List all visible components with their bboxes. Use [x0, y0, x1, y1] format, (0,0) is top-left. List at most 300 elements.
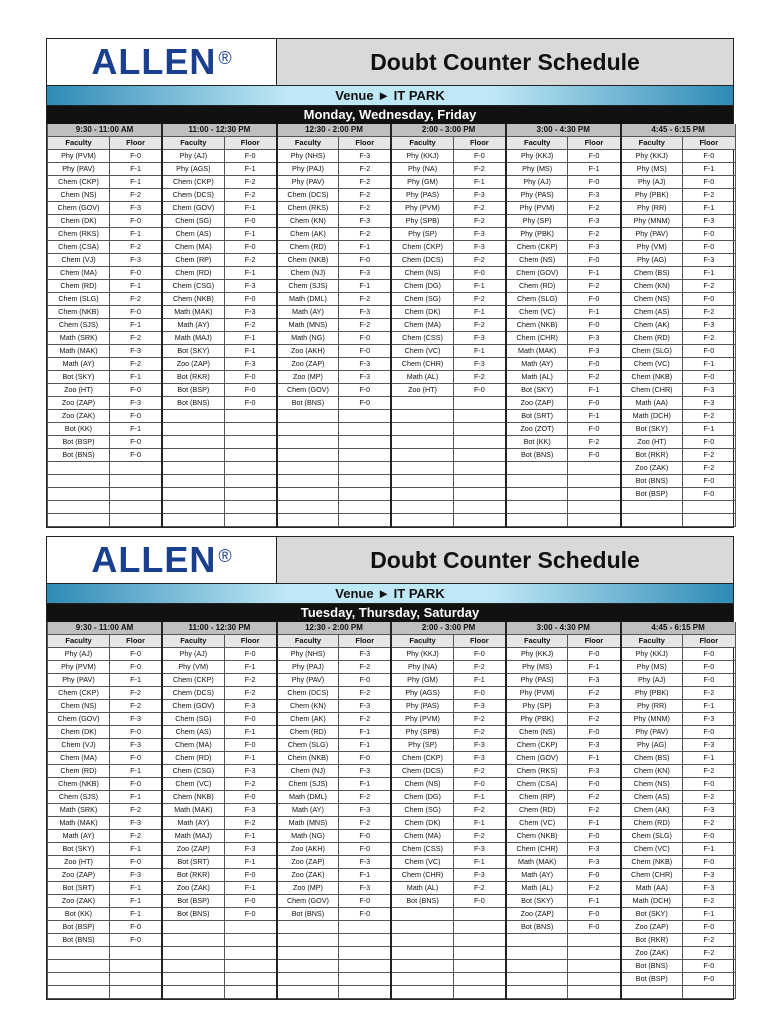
- faculty-cell: Math (AL): [391, 371, 453, 384]
- faculty-cell: Bot (BNS): [277, 908, 339, 921]
- faculty-cell: Math (MNS): [277, 817, 339, 830]
- floor-cell: F-0: [453, 267, 506, 280]
- floor-cell: [339, 488, 392, 501]
- schedule-sheet-mwf: [46, 38, 734, 528]
- faculty-cell: Chem (AK): [621, 319, 683, 332]
- floor-cell: F-2: [453, 661, 506, 674]
- faculty-cell: Chem (RD): [277, 726, 339, 739]
- faculty-cell: Zoo (ZAK): [621, 462, 683, 475]
- faculty-cell: Bot (BNS): [162, 908, 224, 921]
- floor-cell: F-3: [453, 228, 506, 241]
- faculty-cell: Chem (CSS): [391, 332, 453, 345]
- faculty-cell: [391, 908, 453, 921]
- faculty-cell: Chem (SLG): [621, 345, 683, 358]
- table-row: [48, 462, 736, 475]
- floor-column-header: Floor: [683, 635, 736, 648]
- faculty-cell: Bot (BSP): [621, 973, 683, 986]
- floor-cell: F-1: [453, 674, 506, 687]
- faculty-cell: Chem (MA): [391, 319, 453, 332]
- faculty-cell: Chem (AK): [277, 228, 339, 241]
- faculty-cell: Chem (AK): [277, 713, 339, 726]
- floor-cell: [568, 973, 621, 986]
- floor-cell: [453, 410, 506, 423]
- floor-cell: [453, 462, 506, 475]
- floor-column-header: Floor: [453, 137, 506, 150]
- floor-cell: [224, 986, 277, 999]
- faculty-cell: Phy (PAV): [48, 163, 110, 176]
- faculty-cell: Chem (CHR): [506, 843, 568, 856]
- faculty-cell: Phy (PBK): [506, 713, 568, 726]
- faculty-cell: Zoo (HT): [391, 384, 453, 397]
- floor-cell: F-3: [339, 856, 392, 869]
- floor-cell: F-3: [683, 384, 736, 397]
- floor-cell: F-2: [339, 163, 392, 176]
- faculty-cell: Chem (NKB): [162, 293, 224, 306]
- faculty-cell: Phy (PVM): [48, 661, 110, 674]
- floor-cell: [453, 449, 506, 462]
- faculty-cell: Phy (PVM): [48, 150, 110, 163]
- faculty-cell: [506, 986, 568, 999]
- faculty-cell: Phy (AJ): [48, 648, 110, 661]
- faculty-cell: Zoo (ZAP): [506, 908, 568, 921]
- faculty-cell: Phy (VM): [162, 661, 224, 674]
- faculty-cell: Phy (AJ): [162, 648, 224, 661]
- floor-cell: F-3: [568, 739, 621, 752]
- floor-cell: F-2: [568, 280, 621, 293]
- faculty-cell: Bot (SRT): [48, 882, 110, 895]
- floor-cell: F-1: [568, 267, 621, 280]
- floor-cell: F-2: [453, 215, 506, 228]
- floor-cell: [453, 973, 506, 986]
- floor-cell: F-3: [683, 397, 736, 410]
- schedule-table: [47, 124, 736, 527]
- faculty-column-header: Faculty: [162, 635, 224, 648]
- table-row: [48, 345, 736, 358]
- faculty-cell: Zoo (ZAP): [506, 397, 568, 410]
- table-row: [48, 176, 736, 189]
- floor-cell: F-1: [110, 882, 163, 895]
- table-row: [48, 713, 736, 726]
- floor-cell: F-0: [568, 830, 621, 843]
- faculty-cell: Bot (SKY): [162, 345, 224, 358]
- faculty-cell: [391, 921, 453, 934]
- table-row: [48, 228, 736, 241]
- floor-column-header: Floor: [683, 137, 736, 150]
- faculty-cell: Phy (SP): [506, 700, 568, 713]
- floor-cell: [453, 514, 506, 527]
- floor-column-header: Floor: [568, 635, 621, 648]
- table-row: [48, 241, 736, 254]
- floor-cell: F-0: [224, 791, 277, 804]
- faculty-cell: Bot (RKR): [162, 371, 224, 384]
- floor-cell: F-0: [568, 150, 621, 163]
- faculty-cell: [506, 934, 568, 947]
- floor-cell: [224, 921, 277, 934]
- faculty-cell: Phy (SP): [391, 228, 453, 241]
- time-slot-header: 3:00 - 4:30 PM: [506, 124, 621, 137]
- faculty-cell: Bot (BSP): [162, 895, 224, 908]
- faculty-cell: [162, 436, 224, 449]
- faculty-cell: Phy (SP): [506, 215, 568, 228]
- floor-cell: F-0: [110, 384, 163, 397]
- faculty-cell: Chem (GOV): [506, 267, 568, 280]
- floor-cell: F-3: [110, 713, 163, 726]
- floor-cell: F-3: [339, 765, 392, 778]
- floor-cell: F-1: [224, 752, 277, 765]
- floor-cell: F-1: [110, 228, 163, 241]
- table-row: [48, 475, 736, 488]
- floor-cell: F-2: [110, 358, 163, 371]
- floor-cell: F-1: [224, 163, 277, 176]
- faculty-cell: Bot (BNS): [277, 397, 339, 410]
- floor-cell: F-0: [224, 384, 277, 397]
- faculty-cell: Chem (CKP): [391, 752, 453, 765]
- faculty-cell: Phy (PVM): [506, 687, 568, 700]
- floor-cell: F-2: [224, 189, 277, 202]
- floor-cell: F-2: [683, 306, 736, 319]
- table-row: [48, 514, 736, 527]
- floor-cell: F-3: [568, 332, 621, 345]
- faculty-cell: Math (AY): [277, 804, 339, 817]
- floor-cell: F-1: [568, 163, 621, 176]
- floor-cell: F-3: [568, 241, 621, 254]
- faculty-cell: Chem (CSA): [506, 778, 568, 791]
- faculty-cell: Chem (RP): [162, 254, 224, 267]
- faculty-cell: Chem (RD): [162, 267, 224, 280]
- faculty-cell: [391, 397, 453, 410]
- floor-cell: F-1: [568, 410, 621, 423]
- faculty-cell: Phy (GM): [391, 176, 453, 189]
- table-row: [48, 397, 736, 410]
- faculty-cell: [391, 514, 453, 527]
- faculty-cell: Zoo (MP): [277, 882, 339, 895]
- faculty-cell: Chem (CSG): [162, 765, 224, 778]
- faculty-cell: Phy (PVM): [506, 202, 568, 215]
- schedule-table: [47, 622, 736, 999]
- floor-cell: F-0: [453, 895, 506, 908]
- floor-cell: F-0: [339, 674, 392, 687]
- faculty-cell: Phy (PAS): [506, 674, 568, 687]
- faculty-cell: Chem (NKB): [277, 254, 339, 267]
- floor-cell: F-2: [110, 189, 163, 202]
- floor-cell: [224, 501, 277, 514]
- floor-cell: F-3: [339, 267, 392, 280]
- floor-cell: F-3: [339, 150, 392, 163]
- faculty-cell: Zoo (HT): [621, 436, 683, 449]
- faculty-cell: [162, 514, 224, 527]
- floor-cell: F-2: [683, 449, 736, 462]
- faculty-cell: Chem (NKB): [48, 306, 110, 319]
- floor-cell: F-0: [339, 345, 392, 358]
- table-row: [48, 189, 736, 202]
- faculty-cell: Chem (VC): [621, 843, 683, 856]
- faculty-cell: Math (MNS): [277, 319, 339, 332]
- faculty-cell: Phy (PAS): [506, 189, 568, 202]
- floor-column-header: Floor: [224, 635, 277, 648]
- floor-cell: F-0: [110, 752, 163, 765]
- table-row: [48, 934, 736, 947]
- floor-cell: F-0: [224, 908, 277, 921]
- faculty-column-header: Faculty: [506, 635, 568, 648]
- faculty-cell: Zoo (ZAK): [621, 947, 683, 960]
- days-bar: Monday, Wednesday, Friday: [47, 106, 733, 124]
- faculty-cell: Chem (DG): [391, 280, 453, 293]
- table-row: [48, 306, 736, 319]
- faculty-cell: Phy (RR): [621, 202, 683, 215]
- floor-cell: F-3: [453, 241, 506, 254]
- faculty-cell: [391, 973, 453, 986]
- table-row: [48, 752, 736, 765]
- faculty-cell: Bot (BNS): [621, 960, 683, 973]
- floor-cell: F-0: [683, 241, 736, 254]
- floor-cell: F-1: [683, 202, 736, 215]
- faculty-column-header: Faculty: [506, 137, 568, 150]
- faculty-cell: Bot (BSP): [48, 921, 110, 934]
- floor-cell: F-1: [683, 267, 736, 280]
- table-row: [48, 674, 736, 687]
- faculty-cell: Math (DML): [277, 791, 339, 804]
- floor-cell: F-3: [339, 882, 392, 895]
- faculty-column-header: Faculty: [277, 635, 339, 648]
- floor-cell: [224, 947, 277, 960]
- floor-cell: F-2: [110, 830, 163, 843]
- faculty-cell: Chem (CHR): [506, 332, 568, 345]
- faculty-cell: Chem (KN): [277, 215, 339, 228]
- floor-cell: F-0: [110, 410, 163, 423]
- floor-cell: F-2: [110, 804, 163, 817]
- faculty-cell: Bot (BNS): [48, 934, 110, 947]
- floor-cell: [224, 449, 277, 462]
- floor-cell: F-1: [453, 280, 506, 293]
- table-row: [48, 700, 736, 713]
- faculty-column-header: Faculty: [162, 137, 224, 150]
- faculty-cell: Chem (KN): [277, 700, 339, 713]
- floor-cell: F-3: [110, 739, 163, 752]
- floor-cell: [453, 475, 506, 488]
- floor-cell: F-0: [568, 254, 621, 267]
- table-row: [48, 267, 736, 280]
- faculty-cell: Chem (NS): [506, 726, 568, 739]
- faculty-cell: Chem (DCS): [391, 254, 453, 267]
- floor-cell: F-3: [453, 189, 506, 202]
- faculty-cell: Math (NG): [277, 332, 339, 345]
- floor-cell: [453, 423, 506, 436]
- floor-cell: F-1: [110, 163, 163, 176]
- faculty-cell: Chem (DCS): [162, 687, 224, 700]
- floor-cell: F-3: [568, 843, 621, 856]
- faculty-cell: Phy (AJ): [162, 150, 224, 163]
- floor-cell: F-0: [339, 254, 392, 267]
- faculty-cell: Math (MAK): [506, 345, 568, 358]
- table-row: [48, 371, 736, 384]
- faculty-cell: Chem (MA): [391, 830, 453, 843]
- faculty-cell: Phy (PAV): [621, 228, 683, 241]
- faculty-cell: Math (SRK): [48, 332, 110, 345]
- floor-cell: F-2: [568, 436, 621, 449]
- floor-cell: F-2: [453, 371, 506, 384]
- floor-cell: [568, 488, 621, 501]
- floor-cell: F-3: [110, 202, 163, 215]
- faculty-cell: [277, 934, 339, 947]
- faculty-cell: Zoo (ZAK): [48, 410, 110, 423]
- floor-cell: F-0: [110, 856, 163, 869]
- floor-cell: F-3: [683, 804, 736, 817]
- floor-cell: F-0: [453, 150, 506, 163]
- floor-cell: [339, 423, 392, 436]
- floor-cell: F-0: [683, 830, 736, 843]
- floor-cell: [224, 960, 277, 973]
- table-row: [48, 687, 736, 700]
- table-row: [48, 947, 736, 960]
- faculty-cell: Chem (CHR): [391, 869, 453, 882]
- floor-cell: F-2: [683, 765, 736, 778]
- faculty-cell: Chem (DCS): [277, 687, 339, 700]
- allen-logo: [47, 39, 277, 85]
- floor-cell: F-1: [339, 869, 392, 882]
- floor-cell: [453, 960, 506, 973]
- faculty-cell: Zoo (MP): [277, 371, 339, 384]
- faculty-cell: Chem (CSA): [48, 241, 110, 254]
- faculty-cell: Phy (AG): [621, 739, 683, 752]
- floor-cell: F-0: [453, 778, 506, 791]
- table-row: [48, 410, 736, 423]
- time-slot-header: 11:00 - 12:30 PM: [162, 124, 277, 137]
- faculty-cell: Chem (NS): [391, 267, 453, 280]
- faculty-cell: Bot (BNS): [506, 449, 568, 462]
- floor-cell: F-1: [339, 739, 392, 752]
- faculty-cell: Bot (SKY): [48, 371, 110, 384]
- faculty-cell: [391, 934, 453, 947]
- faculty-cell: Zoo (ZAP): [277, 856, 339, 869]
- faculty-cell: Chem (SG): [162, 713, 224, 726]
- faculty-cell: Chem (SJS): [48, 319, 110, 332]
- floor-cell: F-2: [453, 254, 506, 267]
- logo-text: ALLEN: [91, 539, 217, 580]
- floor-cell: F-0: [110, 449, 163, 462]
- floor-column-header: Floor: [568, 137, 621, 150]
- faculty-cell: [391, 960, 453, 973]
- faculty-cell: Zoo (ZAP): [162, 358, 224, 371]
- time-slot-header: 3:00 - 4:30 PM: [506, 622, 621, 635]
- floor-cell: [339, 475, 392, 488]
- floor-cell: F-0: [339, 384, 392, 397]
- faculty-cell: [506, 514, 568, 527]
- floor-cell: F-0: [568, 648, 621, 661]
- time-slot-header: 4:45 - 6:15 PM: [621, 124, 736, 137]
- floor-cell: [453, 397, 506, 410]
- faculty-cell: [162, 449, 224, 462]
- table-row: [48, 202, 736, 215]
- faculty-cell: [506, 462, 568, 475]
- faculty-cell: Phy (VM): [621, 241, 683, 254]
- faculty-cell: Phy (SP): [391, 739, 453, 752]
- faculty-cell: [48, 488, 110, 501]
- floor-cell: F-2: [683, 462, 736, 475]
- floor-cell: [568, 462, 621, 475]
- faculty-cell: Chem (SLG): [277, 739, 339, 752]
- floor-cell: F-1: [224, 228, 277, 241]
- faculty-cell: Chem (VC): [391, 345, 453, 358]
- floor-cell: F-2: [339, 791, 392, 804]
- faculty-cell: [621, 514, 683, 527]
- faculty-cell: Chem (CKP): [391, 241, 453, 254]
- table-row: [48, 254, 736, 267]
- table-row: [48, 280, 736, 293]
- faculty-cell: Chem (SJS): [48, 791, 110, 804]
- floor-cell: [568, 514, 621, 527]
- floor-cell: F-0: [683, 778, 736, 791]
- faculty-cell: Bot (RKR): [621, 934, 683, 947]
- floor-cell: F-3: [683, 254, 736, 267]
- faculty-cell: Chem (VC): [162, 778, 224, 791]
- floor-cell: F-3: [110, 254, 163, 267]
- time-slot-row: [48, 124, 736, 137]
- faculty-cell: Math (MAK): [162, 306, 224, 319]
- floor-cell: F-0: [683, 293, 736, 306]
- table-row: [48, 150, 736, 163]
- floor-cell: F-2: [224, 778, 277, 791]
- floor-cell: F-3: [339, 306, 392, 319]
- faculty-cell: Chem (CHR): [621, 384, 683, 397]
- floor-cell: F-0: [683, 228, 736, 241]
- floor-cell: F-1: [110, 843, 163, 856]
- floor-cell: F-0: [568, 293, 621, 306]
- floor-cell: F-3: [110, 817, 163, 830]
- floor-cell: F-1: [339, 778, 392, 791]
- faculty-cell: Chem (CKP): [48, 176, 110, 189]
- floor-cell: F-0: [110, 661, 163, 674]
- floor-cell: F-3: [224, 358, 277, 371]
- faculty-cell: Chem (GOV): [48, 713, 110, 726]
- faculty-cell: Math (AA): [621, 397, 683, 410]
- faculty-cell: Math (DCH): [621, 410, 683, 423]
- floor-cell: F-0: [568, 397, 621, 410]
- table-row: [48, 817, 736, 830]
- table-row: [48, 843, 736, 856]
- faculty-cell: Phy (NHS): [277, 150, 339, 163]
- faculty-cell: Chem (NS): [621, 293, 683, 306]
- floor-cell: [110, 501, 163, 514]
- floor-cell: [224, 436, 277, 449]
- floor-cell: F-0: [568, 423, 621, 436]
- faculty-cell: Bot (BNS): [621, 475, 683, 488]
- column-header-row: [48, 635, 736, 648]
- faculty-cell: Chem (NKB): [162, 791, 224, 804]
- table-row: [48, 986, 736, 999]
- floor-cell: F-3: [110, 869, 163, 882]
- faculty-cell: Bot (KK): [48, 423, 110, 436]
- table-row: [48, 791, 736, 804]
- faculty-cell: Chem (DK): [391, 817, 453, 830]
- floor-cell: [683, 986, 736, 999]
- floor-cell: F-0: [339, 843, 392, 856]
- faculty-cell: Bot (SKY): [621, 423, 683, 436]
- floor-cell: F-1: [339, 726, 392, 739]
- floor-cell: F-3: [110, 397, 163, 410]
- faculty-cell: Chem (RD): [48, 280, 110, 293]
- table-row: [48, 436, 736, 449]
- floor-cell: [339, 960, 392, 973]
- faculty-cell: Phy (AGS): [162, 163, 224, 176]
- time-slot-row: [48, 622, 736, 635]
- floor-cell: F-0: [683, 921, 736, 934]
- faculty-cell: [277, 410, 339, 423]
- floor-cell: F-1: [568, 895, 621, 908]
- faculty-cell: Phy (AJ): [506, 176, 568, 189]
- floor-cell: [568, 947, 621, 960]
- faculty-cell: Chem (NKB): [48, 778, 110, 791]
- faculty-cell: Chem (VC): [621, 358, 683, 371]
